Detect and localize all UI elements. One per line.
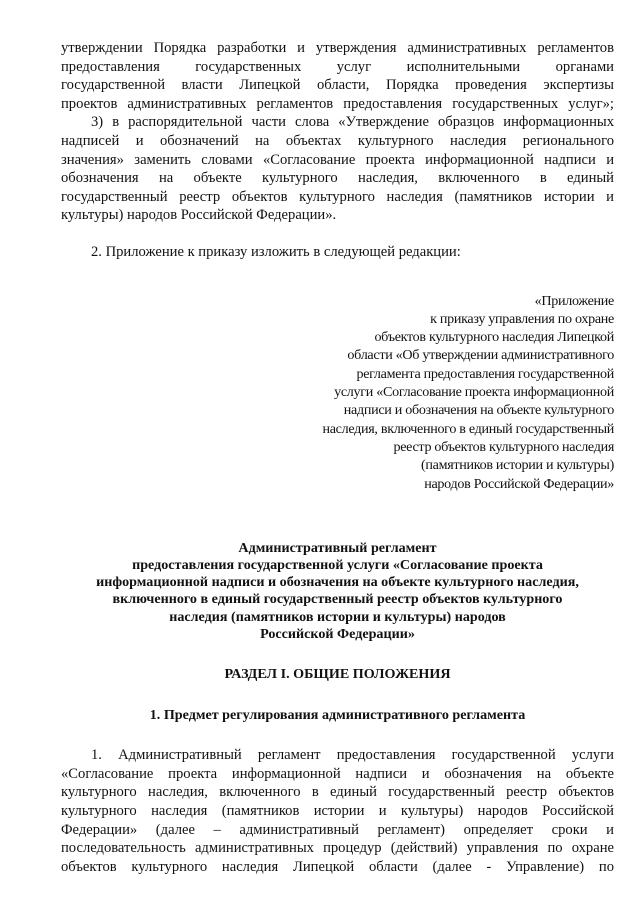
text-line: предоставления государственных услуг исполнительными органами [61, 58, 614, 75]
appendix-line: (памятников истории и культуры) [421, 457, 614, 474]
appendix-line: «Приложение [534, 292, 614, 309]
section-heading: РАЗДЕЛ I. ОБЩИЕ ПОЛОЖЕНИЯ [224, 666, 451, 683]
title-line: информационной надписи и обозначения на объекте культурного наследия, [96, 574, 579, 591]
text-line: культурного наследия (памятников истории и культуры) народов Российской [61, 802, 614, 819]
appendix-line: объектов культурного наследия Липецкой [374, 329, 614, 346]
paragraph-item-3 [61, 113, 614, 225]
regulation-title [61, 540, 614, 643]
title-line: Российской Федерации» [260, 625, 415, 642]
text-line: «Согласование проекта информационной надписи и обозначения на объекте [61, 765, 614, 782]
text-line: последовательность административных процедур (действий) управления по охране [61, 840, 614, 857]
appendix-line: наследия, включенного в единый государственный [322, 420, 614, 437]
appendix-line: регламента предоставления государственной [356, 365, 614, 382]
appendix-line: надписи и обозначения на объекте культурного [343, 402, 614, 419]
title-line: Административный регламент [238, 539, 437, 556]
text-line: объектов культурного наследия Липецкой области (далее - Управление) по [61, 858, 614, 875]
text-line: государственной власти Липецкой области, Порядка проведения экспертизы [61, 77, 614, 94]
text-line: утверждении Порядка разработки и утверждения административных регламентов [61, 40, 614, 56]
paragraph-point-1 [61, 746, 614, 876]
document-page [61, 39, 614, 876]
appendix-line: области «Об утверждении административного [347, 347, 614, 364]
title-line: включенного в единый государственный реестр объектов культурного [112, 591, 563, 608]
appendix-block [271, 292, 614, 493]
text-line: надписей и обозначений на объектах культурного наследия регионального [61, 132, 614, 149]
title-line: наследия (памятников истории и культуры) народов [169, 608, 506, 625]
text-line: 3) в распорядительной части слова «Утверждение образцов информационных [91, 114, 614, 131]
title-line: предоставления государственной услуги «Согласование проекта [132, 557, 543, 573]
paragraph-item-2: 2. Приложение к приказу изложить в следующей редакции: [91, 243, 461, 260]
text-line: государственный реестр объектов культурного наследия (памятников истории и [61, 188, 614, 205]
text-line: 1. Административный регламент предоставления государственной услуги [91, 747, 614, 764]
text-line: значения» заменить словами «Согласование проекта информационной надписи и [61, 151, 614, 168]
text-line: культурного наследия, включенного в единый государственный реестр объектов [61, 784, 614, 801]
appendix-line: к приказу управления по охране [430, 310, 614, 327]
appendix-line: реестр объектов культурного наследия [393, 438, 614, 455]
appendix-line: услуги «Согласование проекта информационной [334, 384, 614, 401]
subsection-heading: 1. Предмет регулирования административного регламента [149, 706, 526, 723]
text-line: обозначения на объекте культурного наследия, включенного в единый [61, 170, 614, 187]
text-line: проектов административных регламентов предоставления государственных услуг»; [61, 95, 614, 112]
text-line: Федерации» (далее – административный регламент) определяет сроки и [61, 821, 614, 838]
paragraph-intro [61, 39, 614, 113]
appendix-line: народов Российской Федерации» [424, 475, 614, 492]
text-line: культуры) народов Российской Федерации». [61, 207, 337, 224]
